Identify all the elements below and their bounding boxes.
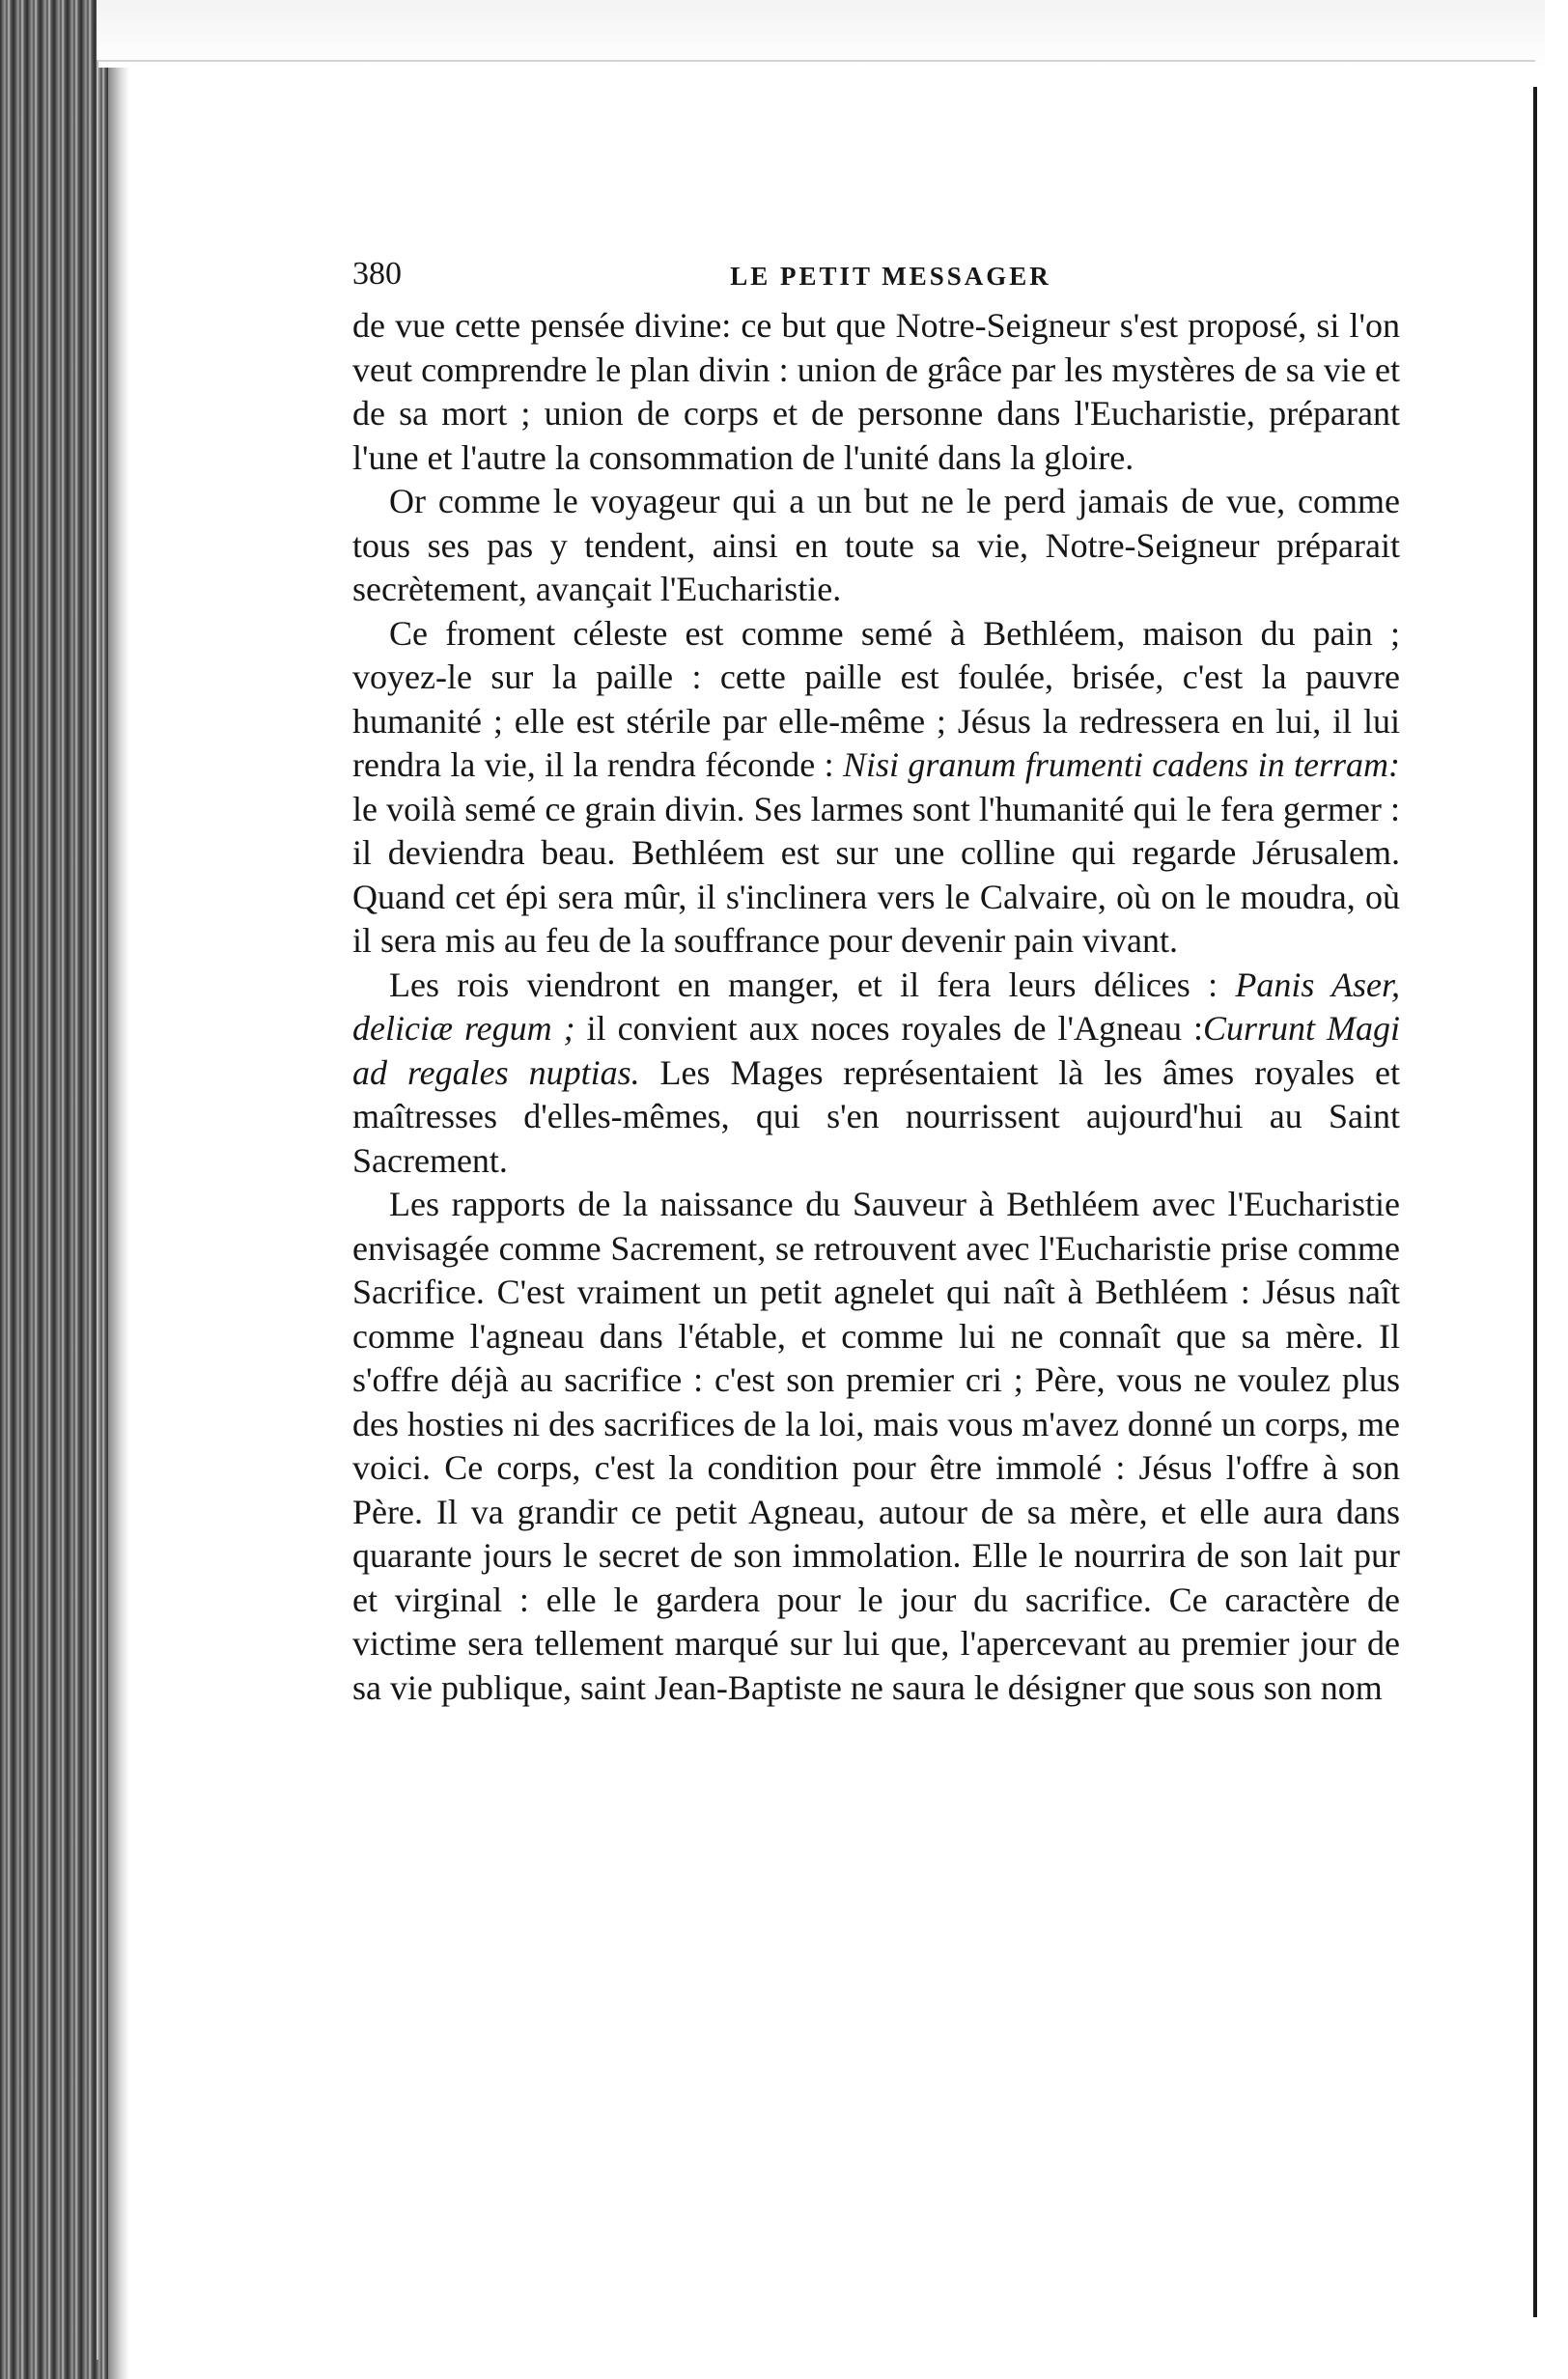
text-run: le voilà semé ce grain divin. Ses larmes sont l'humanité qui le fera germer : il deviendra beau. Bethléem est sur une colline qui regarde Jérusalem. Quand cet épi sera mûr, il s'inclinera vers le Calvaire, où on le moudra, où il sera mis au feu de la souffrance pour devenir pain vivant. xyxy=(352,789,1400,960)
paragraph xyxy=(352,304,1400,480)
text-run: Ce froment céleste est comme semé à Bethléem, maison du pain ; voyez-le sur la paille : cette paille est foulée, brisée, c'est la pauvre humanité ; elle est stérile par elle-même ; Jésus la redressera en lui, il lui rendra la vie, il la rendra féconde : xyxy=(352,613,1400,784)
page-text-block xyxy=(352,256,1400,1710)
paragraph xyxy=(352,612,1400,964)
latin-quotation: Currunt Magi ad regales nuptias. xyxy=(352,1009,1400,1092)
latin-quotation: Nisi granum frumenti cadens in terram: xyxy=(842,745,1400,784)
book-spine-edge xyxy=(0,0,108,2379)
text-run: Les Mages représentaient là les âmes royales et maîtresses d'elles-mêmes, qui s'en nourrissent aujourd'hui au Saint Sacrement. xyxy=(352,1052,1401,1180)
running-head xyxy=(352,256,1400,304)
latin-quotation: Panis Aser, deliciæ regum ; xyxy=(352,965,1401,1048)
right-page-edge-line xyxy=(1533,87,1537,2317)
running-head-title: LE PETIT MESSAGER xyxy=(730,262,1051,291)
text-run: Or comme le voyageur qui a un but ne le perd jamais de vue, comme tous ses pas y tendent, ainsi en toute sa vie, Notre-Seigneur préparait secrètement, avançait l'Eucharistie. xyxy=(352,482,1400,608)
page-top-edge xyxy=(97,0,1545,68)
paragraph xyxy=(352,964,1400,1184)
paragraph xyxy=(352,1183,1400,1710)
text-run: Les rois viendront en manger, et il fera leurs délices : xyxy=(389,965,1236,1004)
page-number: 380 xyxy=(352,256,402,292)
text-run: Les rapports de la naissance du Sauveur à Bethléem avec l'Eucharistie envisagée comme Sacrement, se retrouvent avec l'Eucharistie prise comme Sacrifice. C'est vraiment un petit agnelet qui naît à Bethléem : Jésus naît comme l'agneau dans l'étable, et comme lui ne connaît que sa mère. Il s'offre déjà au sacrifice : c'est son premier cri ; Père, vous ne voulez plus des hosties ni des sacrifices de la loi, mais vous m'avez donné un corps, me voici. Ce corps, c'est la condition pour être immolé : Jésus l'offre à son Père. Il va grandir ce petit Agneau, autour de sa mère, et elle aura dans quarante jours le secret de son immolation. Elle le nourrira de son lait pur et virginal : elle le gardera pour le jour du sacrifice. Ce caractère de victime sera tellement marqué sur lui que, l'apercevant au premier jour de sa vie publique, saint Jean-Baptiste ne saura le désigner que sous son nom xyxy=(352,1185,1400,1707)
body-text xyxy=(352,304,1400,1710)
paragraph xyxy=(352,480,1400,612)
text-run: de vue cette pensée divine: ce but que Notre-Seigneur s'est proposé, si l'on veut comprendre le plan divin : union de grâce par les mystères de sa vie et de sa mort ; union de corps et de personne dans l'Eucharistie, préparant l'une et l'autre la consommation de l'unité dans la gloire. xyxy=(352,306,1400,477)
text-run: il convient aux noces royales de l'Agneau : xyxy=(574,1009,1203,1048)
